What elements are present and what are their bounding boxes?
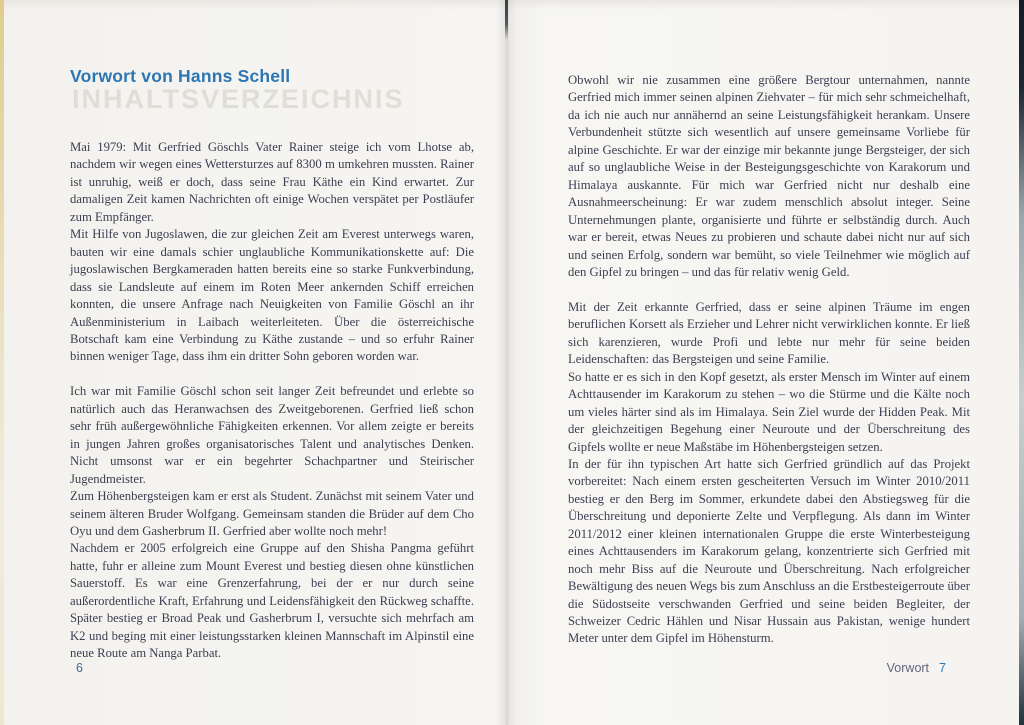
paragraph: Mit der Zeit erkannte Gerfried, dass er seine alpinen Träume im engen beruflichen Korsett als Erzieher und Lehrer nicht verwirklichen konnte. Er ließ sich karenzieren, wurde Profi und lebte nur mehr für seine beiden Leidenschaften: das Bergsteigen und seine Familie. [568,299,970,367]
page-gutter-shadow [505,0,508,40]
paragraph: So hatte er es sich in den Kopf gesetzt, als erster Mensch im Winter auf einem Achttausender im Karakorum zu stehen – wo die Stürme und die Kälte noch um vieles härter sind als im Himalaya. Sein Ziel wurde der Hidden Peak. Mit der gleichzeitigen Begehung einer Neuroute und der Überschreitung des Gipfels wollte er neue Maßstäbe im Höhenbergsteigen setzen. [568,369,970,454]
text-block [568,299,970,648]
page-number-left: 6 [76,661,83,675]
text-block [70,139,474,366]
page-title: Vorwort von Hanns Schell [70,66,291,86]
showthrough-watermark: INHALTSVERZEICHNIS [72,84,405,114]
scan-edge-right [1019,0,1024,725]
left-page-body [70,139,474,663]
paragraph: Mit Hilfe von Jugoslawen, die zur gleichen Zeit am Everest unterwegs waren, bauten wir eine damals schier unglaubliche Kommunikationskette auf: Die jugoslawischen Bergkameraden hatten bereits eine so starke Funkverbindung, dass sie Landsleute auf einem im Roten Meer ankernden Schiff erreichen konnten, die unsere Anfrage nach Neuigkeiten von Familie Göschl an ihr Außenministerium in Laibach weiterleiteten. Über die österreichische Botschaft kam eine Verbindung zu Käthe zustande – und so erfuhr Rainer binnen weniger Tage, dass ihm ein dritter Sohn geboren worden war. [70,227,474,364]
running-footer [887,661,946,675]
right-page-body [568,72,970,648]
text-block [70,383,474,662]
paragraph: Nachdem er 2005 erfolgreich eine Gruppe auf den Shisha Pangma geführt hatte, fuhr er alleine zum Mount Everest und bestieg diesen ohne künstlichen Sauerstoff. Es war eine Grenzerfahrung, bei der er nur durch seine außerordentliche Kraft, Erfahrung und Leidensfähigkeit den Rückweg schaffte. Später bestieg er Broad Peak und Gasherbrum I, versuchte sich mehrfach am K2 und beging mit einer leistungsstarken kleinen Mannschaft im Alpinstil eine neue Route am Nanga Parbat. [70,541,474,661]
scan-edge-left [0,0,4,725]
paragraph: Mai 1979: Mit Gerfried Göschls Vater Rainer steige ich vom Lhotse ab, nachdem wir wegen eines Wettersturzes auf 8300 m umkehren mussten. Rainer ist unruhig, weiß er doch, dass seine Frau Käthe ein Kind erwartet. Zur damaligen Zeit kamen Nachrichten oft einige Wochen verspätet per Postläufer zum Empfänger. [70,140,474,224]
paragraph: Zum Höhenbergsteigen kam er erst als Student. Zunächst mit seinem Vater und seinem älteren Bruder Wolfgang. Gemeinsam standen die Brüder auf dem Cho Oyu und dem Gasherbrum II. Gerfried aber wollte noch mehr! [70,489,474,538]
page-number-right: 7 [939,661,946,675]
paragraph: Ich war mit Familie Göschl schon seit langer Zeit befreundet und erlebte so natürlich auch das Heranwachsen des Zweitgeborenen. Gerfried ließ schon sehr früh außergewöhnliche Fähigkeiten erkennen. Vor allem zeigte er bereits in jungen Jahren großes organisatorisches Talent und analytisches Denken. Nicht umsonst war er ein begehrter Schachpartner und Steirischer Jugendmeister. [70,384,474,486]
left-page [70,0,474,725]
text-block [568,72,970,281]
footer-chapter-label: Vorwort [886,661,930,675]
page-gutter [497,0,517,725]
right-page [568,0,970,725]
paragraph: In der für ihn typischen Art hatte sich Gerfried gründlich auf das Projekt vorbereitet: Nach einem ersten gescheiterten Versuch im Winter 2010/2011 bestieg er den Berg im Sommer, erkundete dabei den Abstiegsweg für die Überschreitung und deponierte Zelte und Verpflegung. Als dann im Winter 2011/2012 einer kleinen internationalen Gruppe die erste Winterbesteigung eines Achttausenders im Karakorum gelang, konzentrierte sich Gerfried mit noch mehr Biss auf die Neuroute und Überschreitung. Nach erfolgreicher Bewältigung des neuen Wegs bis zum Anschluss an die Erstbesteigerroute über die Südostseite verschwanden Gerfried und seine beiden Begleiter, der Schweizer Cedric Hählen und Nisar Hussain aus Pakistan, wenige hundert Meter unter dem Gipfel im Höhensturm. [568,456,970,646]
paragraph: Obwohl wir nie zusammen eine größere Bergtour unternahmen, nannte Gerfried mich immer seinen alpinen Ziehvater – für mich sehr schmeichelhaft, da ich nie auch nur annähernd an seine Leistungsfähigkeit herankam. Unsere Verbundenheit stützte sich wesentlich auf unsere gemeinsame Vorliebe für alpine Geschichte. Er war der einzige mir bekannte junge Bergsteiger, der sich auf so unglaubliche Weise in der Besteigungsgeschichte von Karakorum und Himalaya auskannte. Für mich war Gerfried nicht nur deshalb eine Ausnahmeerscheinung: Er war zudem menschlich absolut integer. Seine Unternehmungen plante, organisierte und führte er selbständig durch. Auch war er bereit, etwas Neues zu probieren und schaute dabei nicht nur auf sich und seinen Erfolg, sondern war bemüht, so viele Teilnehmer wie möglich auf den Gipfel zu bringen – und das für relativ wenig Geld. [568,73,970,279]
